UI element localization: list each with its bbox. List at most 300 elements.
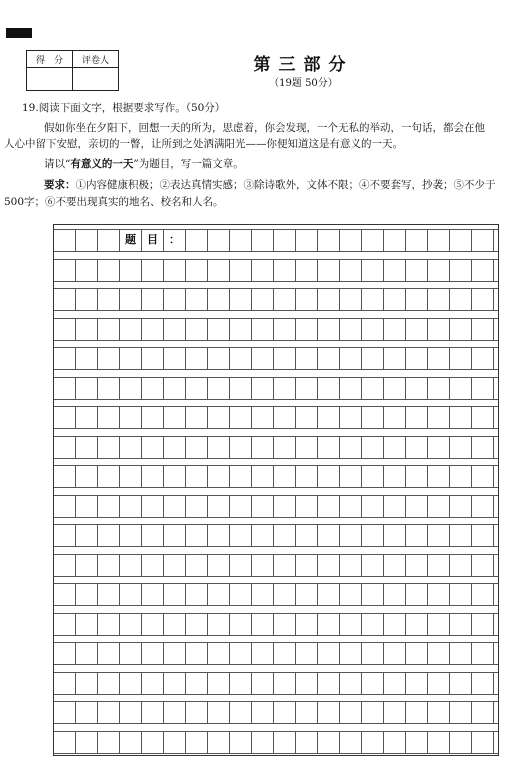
grid-cell[interactable]	[164, 731, 186, 753]
grid-cell[interactable]	[296, 229, 318, 251]
grid-cell[interactable]	[428, 377, 450, 399]
grid-cell[interactable]	[428, 347, 450, 369]
grid-cell[interactable]	[450, 259, 472, 281]
grid-cell[interactable]	[54, 495, 76, 517]
grid-cell[interactable]	[296, 583, 318, 605]
grid-cell[interactable]	[362, 524, 384, 546]
grid-cell[interactable]	[384, 613, 406, 635]
grid-cell[interactable]	[428, 229, 450, 251]
grid-cell[interactable]	[362, 347, 384, 369]
grid-cell[interactable]	[318, 524, 340, 546]
grid-cell[interactable]	[274, 495, 296, 517]
grid-cell[interactable]	[164, 495, 186, 517]
grid-cell[interactable]	[472, 672, 494, 694]
grid-cell[interactable]	[362, 406, 384, 428]
grid-cell[interactable]	[340, 318, 362, 340]
grid-cell[interactable]	[450, 406, 472, 428]
grid-cell[interactable]	[76, 318, 98, 340]
grid-cell[interactable]	[98, 288, 120, 310]
grid-cell[interactable]	[164, 613, 186, 635]
grid-cell[interactable]	[230, 701, 252, 723]
grid-cell[interactable]	[274, 288, 296, 310]
grid-cell[interactable]	[142, 288, 164, 310]
title-label-char[interactable]: ：	[164, 229, 186, 251]
grid-cell[interactable]	[450, 288, 472, 310]
grid-cell[interactable]	[340, 672, 362, 694]
grid-cell[interactable]	[318, 672, 340, 694]
grid-cell[interactable]	[340, 436, 362, 458]
grid-cell[interactable]	[340, 288, 362, 310]
grid-cell[interactable]	[362, 554, 384, 576]
grid-cell[interactable]	[450, 436, 472, 458]
grid-cell[interactable]	[186, 318, 208, 340]
grid-cell[interactable]	[252, 347, 274, 369]
grid-cell[interactable]	[230, 642, 252, 664]
grid-cell[interactable]	[252, 436, 274, 458]
grid-cell[interactable]	[318, 347, 340, 369]
grid-cell[interactable]	[384, 406, 406, 428]
grid-cell[interactable]	[142, 731, 164, 753]
grid-cell[interactable]	[340, 465, 362, 487]
grid-cell[interactable]	[230, 406, 252, 428]
grid-cell[interactable]	[230, 524, 252, 546]
grid-cell[interactable]	[296, 259, 318, 281]
grid-cell[interactable]	[428, 672, 450, 694]
grid-cell[interactable]	[54, 465, 76, 487]
grid-cell[interactable]	[362, 318, 384, 340]
grid-cell[interactable]	[384, 672, 406, 694]
grid-cell[interactable]	[472, 288, 494, 310]
grid-cell[interactable]	[230, 465, 252, 487]
grid-cell[interactable]	[274, 731, 296, 753]
grid-cell[interactable]	[296, 347, 318, 369]
grid-cell[interactable]	[274, 583, 296, 605]
grid-cell[interactable]	[384, 436, 406, 458]
grid-cell[interactable]	[208, 318, 230, 340]
grid-cell[interactable]	[296, 731, 318, 753]
grid-cell[interactable]	[142, 347, 164, 369]
grid-cell[interactable]	[274, 406, 296, 428]
grid-cell[interactable]	[406, 731, 428, 753]
grid-cell[interactable]	[384, 259, 406, 281]
grid-cell[interactable]	[208, 229, 230, 251]
grid-cell[interactable]	[252, 495, 274, 517]
grid-cell[interactable]	[296, 288, 318, 310]
grid-cell[interactable]	[340, 259, 362, 281]
grid-cell[interactable]	[340, 347, 362, 369]
grid-cell[interactable]	[406, 259, 428, 281]
grid-cell[interactable]	[450, 377, 472, 399]
grid-cell[interactable]	[340, 701, 362, 723]
grid-cell[interactable]	[186, 672, 208, 694]
grid-cell[interactable]	[252, 554, 274, 576]
grid-cell[interactable]	[186, 495, 208, 517]
grid-cell[interactable]	[120, 436, 142, 458]
grid-cell[interactable]	[164, 554, 186, 576]
grid-cell[interactable]	[450, 318, 472, 340]
grid-cell[interactable]	[120, 731, 142, 753]
title-label-char[interactable]: 题	[120, 229, 142, 251]
grid-cell[interactable]	[98, 495, 120, 517]
grid-cell[interactable]	[230, 583, 252, 605]
title-label-char[interactable]: 目	[142, 229, 164, 251]
grid-cell[interactable]	[164, 318, 186, 340]
grid-cell[interactable]	[450, 347, 472, 369]
grid-cell[interactable]	[252, 259, 274, 281]
grid-cell[interactable]	[76, 613, 98, 635]
grid-cell[interactable]	[428, 259, 450, 281]
grid-cell[interactable]	[252, 229, 274, 251]
grid-cell[interactable]	[428, 613, 450, 635]
grid-cell[interactable]	[274, 229, 296, 251]
grid-cell[interactable]	[208, 288, 230, 310]
grid-cell[interactable]	[142, 701, 164, 723]
grid-cell[interactable]	[76, 642, 98, 664]
grid-cell[interactable]	[362, 495, 384, 517]
grid-cell[interactable]	[54, 288, 76, 310]
grid-cell[interactable]	[428, 583, 450, 605]
grid-cell[interactable]	[230, 229, 252, 251]
grid-cell[interactable]	[274, 524, 296, 546]
grid-cell[interactable]	[54, 672, 76, 694]
grid-cell[interactable]	[428, 554, 450, 576]
grid-cell[interactable]	[230, 554, 252, 576]
grid-cell[interactable]	[76, 436, 98, 458]
grid-cell[interactable]	[318, 731, 340, 753]
grid-cell[interactable]	[120, 524, 142, 546]
grid-cell[interactable]	[340, 495, 362, 517]
grid-cell[interactable]	[230, 495, 252, 517]
grid-cell[interactable]	[54, 377, 76, 399]
grid-cell[interactable]	[318, 406, 340, 428]
grid-cell[interactable]	[362, 436, 384, 458]
grid-cell[interactable]	[164, 377, 186, 399]
grid-cell[interactable]	[362, 229, 384, 251]
grid-cell[interactable]	[406, 672, 428, 694]
grid-cell[interactable]	[274, 465, 296, 487]
grid-cell[interactable]	[164, 583, 186, 605]
grid-cell[interactable]	[186, 642, 208, 664]
grid-cell[interactable]	[208, 731, 230, 753]
grid-cell[interactable]	[296, 554, 318, 576]
grid-cell[interactable]	[208, 613, 230, 635]
grid-cell[interactable]	[274, 347, 296, 369]
grid-cell[interactable]	[98, 347, 120, 369]
grid-cell[interactable]	[472, 406, 494, 428]
grid-cell[interactable]	[274, 377, 296, 399]
grid-cell[interactable]	[54, 583, 76, 605]
grid-cell[interactable]	[252, 613, 274, 635]
grid-cell[interactable]	[164, 524, 186, 546]
grid-cell[interactable]	[98, 377, 120, 399]
grid-cell[interactable]	[252, 406, 274, 428]
grid-cell[interactable]	[384, 554, 406, 576]
grid-cell[interactable]	[406, 229, 428, 251]
grid-cell[interactable]	[98, 613, 120, 635]
grid-cell[interactable]	[230, 613, 252, 635]
grid-cell[interactable]	[252, 701, 274, 723]
grid-cell[interactable]	[164, 288, 186, 310]
grid-cell[interactable]	[428, 318, 450, 340]
grid-cell[interactable]	[142, 642, 164, 664]
grid-cell[interactable]	[472, 465, 494, 487]
grid-cell[interactable]	[120, 672, 142, 694]
grid-cell[interactable]	[142, 613, 164, 635]
grid-cell[interactable]	[362, 613, 384, 635]
grid-cell[interactable]	[274, 436, 296, 458]
grid-cell[interactable]	[318, 583, 340, 605]
grid-cell[interactable]	[472, 524, 494, 546]
grid-cell[interactable]	[142, 406, 164, 428]
grid-cell[interactable]	[340, 229, 362, 251]
grid-cell[interactable]	[76, 377, 98, 399]
grid-cell[interactable]	[252, 583, 274, 605]
grid-cell[interactable]	[120, 406, 142, 428]
grid-cell[interactable]	[472, 731, 494, 753]
grid-cell[interactable]	[362, 288, 384, 310]
grid-cell[interactable]	[274, 259, 296, 281]
grid-cell[interactable]	[450, 642, 472, 664]
grid-cell[interactable]	[384, 347, 406, 369]
grid-cell[interactable]	[384, 701, 406, 723]
grid-cell[interactable]	[450, 524, 472, 546]
grid-cell[interactable]	[252, 642, 274, 664]
grid-cell[interactable]	[384, 524, 406, 546]
grid-cell[interactable]	[450, 465, 472, 487]
grid-cell[interactable]	[252, 465, 274, 487]
grid-cell[interactable]	[296, 495, 318, 517]
grid-cell[interactable]	[384, 583, 406, 605]
grid-cell[interactable]	[384, 377, 406, 399]
grid-cell[interactable]	[362, 672, 384, 694]
grid-cell[interactable]	[406, 377, 428, 399]
grid-cell[interactable]	[428, 642, 450, 664]
grid-cell[interactable]	[318, 554, 340, 576]
grid-cell[interactable]	[208, 495, 230, 517]
grid-cell[interactable]	[406, 554, 428, 576]
grid-cell[interactable]	[318, 465, 340, 487]
grid-cell[interactable]	[450, 701, 472, 723]
grid-cell[interactable]	[186, 406, 208, 428]
grid-cell[interactable]	[120, 259, 142, 281]
grid-cell[interactable]	[54, 406, 76, 428]
grid-cell[interactable]	[186, 554, 208, 576]
grid-cell[interactable]	[406, 495, 428, 517]
grid-cell[interactable]	[384, 731, 406, 753]
grid-cell[interactable]	[340, 613, 362, 635]
grid-cell[interactable]	[186, 347, 208, 369]
grid-cell[interactable]	[428, 524, 450, 546]
grid-cell[interactable]	[472, 583, 494, 605]
grid-cell[interactable]	[318, 436, 340, 458]
grid-cell[interactable]	[450, 583, 472, 605]
grid-cell[interactable]	[472, 377, 494, 399]
grid-cell[interactable]	[450, 613, 472, 635]
grid-cell[interactable]	[186, 731, 208, 753]
grid-cell[interactable]	[362, 259, 384, 281]
grid-cell[interactable]	[296, 672, 318, 694]
grid-cell[interactable]	[186, 613, 208, 635]
grid-cell[interactable]	[142, 524, 164, 546]
grid-cell[interactable]	[406, 613, 428, 635]
grid-cell[interactable]	[296, 701, 318, 723]
grid-cell[interactable]	[472, 318, 494, 340]
grid-cell[interactable]	[186, 436, 208, 458]
grid-cell[interactable]	[186, 377, 208, 399]
grid-cell[interactable]	[450, 554, 472, 576]
grid-cell[interactable]	[142, 583, 164, 605]
grid-cell[interactable]	[54, 318, 76, 340]
grid-cell[interactable]	[406, 642, 428, 664]
grid-cell[interactable]	[186, 524, 208, 546]
grid-cell[interactable]	[230, 318, 252, 340]
grid-cell[interactable]	[98, 583, 120, 605]
grid-cell[interactable]	[450, 495, 472, 517]
grid-cell[interactable]	[428, 731, 450, 753]
grid-cell[interactable]	[164, 347, 186, 369]
grid-cell[interactable]	[472, 642, 494, 664]
grid-cell[interactable]	[252, 288, 274, 310]
grid-cell[interactable]	[98, 524, 120, 546]
grid-cell[interactable]	[76, 495, 98, 517]
grid-cell[interactable]	[230, 377, 252, 399]
grid-cell[interactable]	[76, 701, 98, 723]
grid-cell[interactable]	[340, 554, 362, 576]
grid-cell[interactable]	[450, 229, 472, 251]
grid-cell[interactable]	[208, 583, 230, 605]
grid-cell[interactable]	[120, 288, 142, 310]
grid-cell[interactable]	[362, 731, 384, 753]
grid-cell[interactable]	[406, 436, 428, 458]
grid-cell[interactable]	[76, 731, 98, 753]
grid-cell[interactable]	[142, 465, 164, 487]
grid-cell[interactable]	[98, 701, 120, 723]
grid-cell[interactable]	[186, 288, 208, 310]
grid-cell[interactable]	[186, 583, 208, 605]
grid-cell[interactable]	[428, 495, 450, 517]
grid-cell[interactable]	[318, 613, 340, 635]
grid-cell[interactable]	[208, 377, 230, 399]
grid-cell[interactable]	[296, 436, 318, 458]
grid-cell[interactable]	[384, 229, 406, 251]
grid-cell[interactable]	[76, 554, 98, 576]
grid-cell[interactable]	[164, 642, 186, 664]
grid-cell[interactable]	[142, 672, 164, 694]
grid-cell[interactable]	[472, 613, 494, 635]
grid-cell[interactable]	[120, 701, 142, 723]
grid-cell[interactable]	[406, 701, 428, 723]
grid-cell[interactable]	[98, 554, 120, 576]
grid-cell[interactable]	[54, 347, 76, 369]
grid-cell[interactable]	[340, 583, 362, 605]
grid-cell[interactable]	[164, 259, 186, 281]
grid-cell[interactable]	[274, 672, 296, 694]
grid-cell[interactable]	[406, 465, 428, 487]
grid-cell[interactable]	[230, 288, 252, 310]
grid-cell[interactable]	[76, 406, 98, 428]
grid-cell[interactable]	[76, 259, 98, 281]
grid-cell[interactable]	[384, 318, 406, 340]
grid-cell[interactable]	[120, 318, 142, 340]
grid-cell[interactable]	[54, 642, 76, 664]
grid-cell[interactable]	[76, 465, 98, 487]
grid-cell[interactable]	[450, 731, 472, 753]
grid-cell[interactable]	[54, 613, 76, 635]
grid-cell[interactable]	[208, 701, 230, 723]
grid-cell[interactable]	[142, 377, 164, 399]
grid-cell[interactable]	[384, 642, 406, 664]
grid-cell[interactable]	[318, 318, 340, 340]
grid-cell[interactable]	[120, 495, 142, 517]
grid-cell[interactable]	[318, 229, 340, 251]
grid-cell[interactable]	[120, 465, 142, 487]
grid-cell[interactable]	[252, 524, 274, 546]
grid-cell[interactable]	[296, 642, 318, 664]
grid-cell[interactable]	[384, 465, 406, 487]
grid-cell[interactable]	[296, 318, 318, 340]
grid-cell[interactable]	[318, 259, 340, 281]
grid-cell[interactable]	[98, 259, 120, 281]
grid-cell[interactable]	[428, 406, 450, 428]
grid-cell[interactable]	[362, 465, 384, 487]
grid-cell[interactable]	[120, 554, 142, 576]
grid-cell[interactable]	[164, 672, 186, 694]
grid-cell[interactable]	[230, 347, 252, 369]
grid-cell[interactable]	[274, 554, 296, 576]
grid-cell[interactable]	[54, 524, 76, 546]
grid-cell[interactable]	[274, 642, 296, 664]
grid-cell[interactable]	[274, 318, 296, 340]
grid-cell[interactable]	[142, 318, 164, 340]
grid-cell[interactable]	[252, 672, 274, 694]
grid-cell[interactable]	[186, 259, 208, 281]
grid-cell[interactable]	[54, 436, 76, 458]
grid-cell[interactable]	[186, 701, 208, 723]
composition-grid[interactable]	[53, 224, 499, 756]
grid-cell[interactable]	[142, 259, 164, 281]
grid-cell[interactable]	[406, 318, 428, 340]
grid-cell[interactable]	[98, 465, 120, 487]
grid-cell[interactable]	[362, 701, 384, 723]
grid-cell[interactable]	[230, 672, 252, 694]
grid-cell[interactable]	[340, 642, 362, 664]
grid-cell[interactable]	[340, 731, 362, 753]
grid-cell[interactable]	[76, 229, 98, 251]
grid-cell[interactable]	[472, 436, 494, 458]
grid-cell[interactable]	[384, 288, 406, 310]
grid-cell[interactable]	[230, 731, 252, 753]
grid-cell[interactable]	[406, 583, 428, 605]
grid-cell[interactable]	[230, 436, 252, 458]
grid-cell[interactable]	[406, 347, 428, 369]
grid-cell[interactable]	[98, 731, 120, 753]
grid-cell[interactable]	[296, 613, 318, 635]
grid-cell[interactable]	[274, 701, 296, 723]
grid-cell[interactable]	[340, 406, 362, 428]
grid-cell[interactable]	[472, 701, 494, 723]
grid-cell[interactable]	[76, 583, 98, 605]
grid-cell[interactable]	[318, 288, 340, 310]
grid-cell[interactable]	[340, 377, 362, 399]
grid-cell[interactable]	[472, 259, 494, 281]
grid-cell[interactable]	[406, 288, 428, 310]
grid-cell[interactable]	[120, 613, 142, 635]
grid-cell[interactable]	[472, 554, 494, 576]
grid-cell[interactable]	[98, 436, 120, 458]
grid-cell[interactable]	[472, 229, 494, 251]
grid-cell[interactable]	[296, 406, 318, 428]
grid-cell[interactable]	[428, 701, 450, 723]
